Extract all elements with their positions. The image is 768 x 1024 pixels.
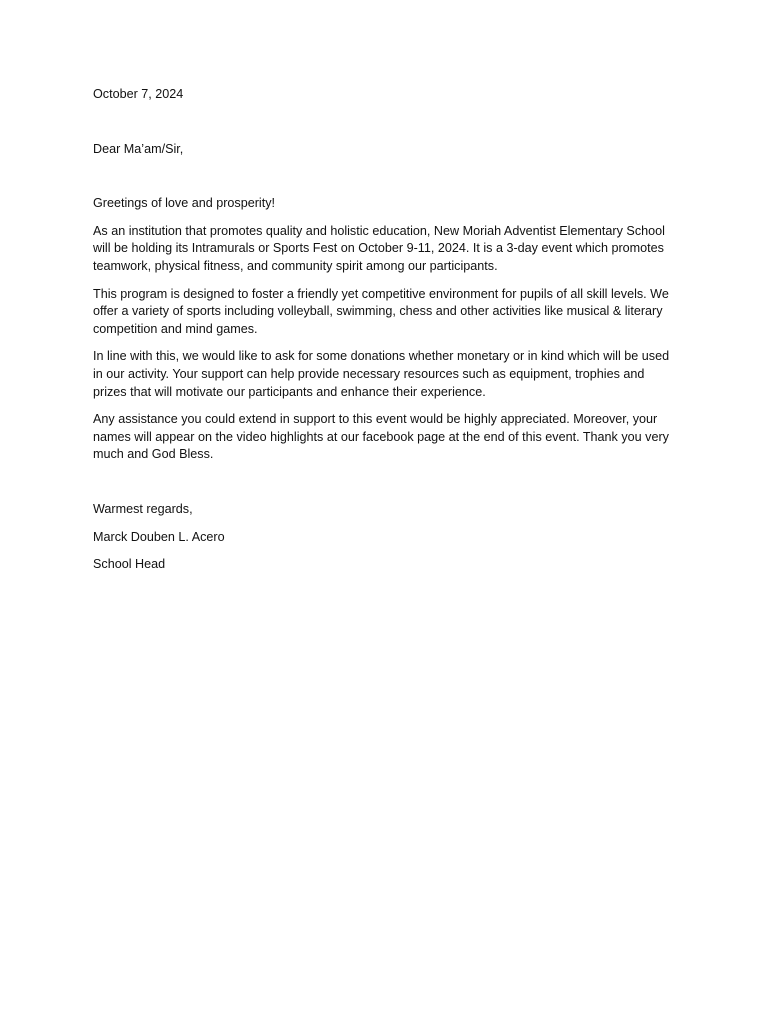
paragraph-intro: As an institution that promotes quality and holistic education, New Moriah Adventist Elementary School will be holding its Intramurals or Sports Fest on October 9-11, 2024. It is a 3-day event which promotes teamwork, physical fitness, and community spirit among our participants.	[93, 223, 665, 273]
paragraph-program: This program is designed to foster a friendly yet competitive environment for pupils of all skill levels. We offer a variety of sports including volleyball, swimming, chess and other activities like musical & literary competition and mind games.	[93, 286, 669, 336]
salutation: Dear Ma’am/Sir,	[93, 141, 184, 156]
closing-line: Warmest regards,	[93, 501, 193, 516]
signer-title: School Head	[93, 557, 166, 572]
letter-body	[93, 86, 675, 574]
greeting-line: Greetings of love and prosperity!	[93, 196, 276, 211]
paragraph-appreciation: Any assistance you could extend in support to this event would be highly appreciated. Moreover, your names will appear on the video highlights at our facebook page at the end of this event. Thank you very much and God Bless.	[93, 412, 669, 462]
signer-name: Marck Douben L. Acero	[93, 529, 225, 544]
paragraph-donation-request: In line with this, we would like to ask for some donations whether monetary or in kind which will be used in our activity. Your support can help provide necessary resources such as equipment, trophies and prizes that will motivate our participants and enhance their experience.	[93, 349, 670, 399]
letter-date: October 7, 2024	[93, 87, 184, 101]
